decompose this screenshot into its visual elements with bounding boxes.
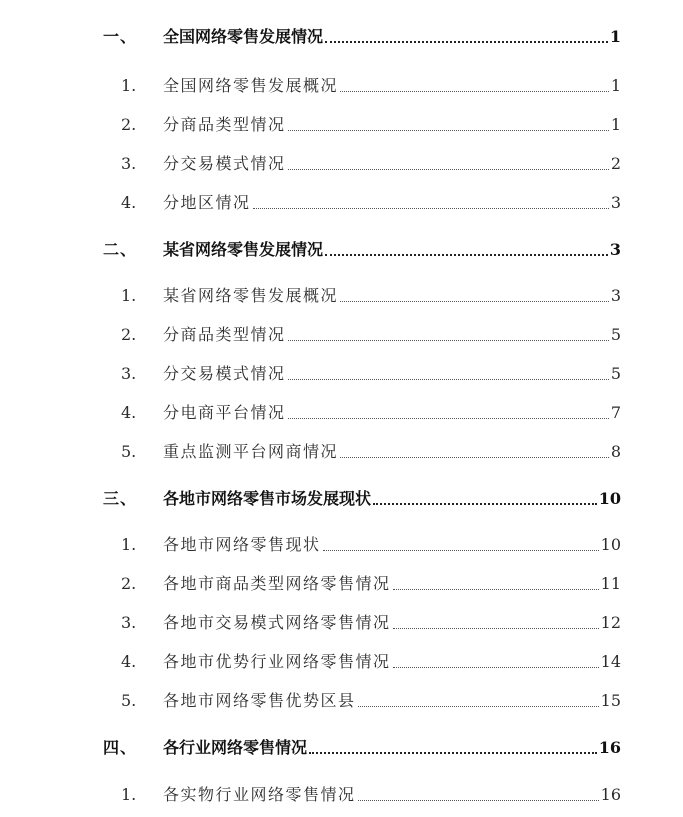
dot-leader bbox=[340, 457, 609, 458]
toc-entry-title: 各地市网络零售现状 bbox=[163, 535, 321, 554]
toc-entry-page: 3 bbox=[610, 193, 621, 212]
toc-entry-title: 分商品类型情况 bbox=[163, 115, 286, 134]
toc-entry-number: 3. bbox=[121, 613, 137, 632]
dot-leader bbox=[340, 301, 609, 302]
toc-entry-page: 15 bbox=[600, 691, 621, 710]
toc-entry-page: 5 bbox=[610, 325, 621, 344]
toc-entry-number: 1. bbox=[121, 76, 137, 95]
toc-entry-page: 3 bbox=[609, 240, 621, 259]
toc-entry-l2[interactable] bbox=[0, 110, 683, 136]
toc-entry-number: 一、 bbox=[103, 27, 138, 46]
toc-entry-number: 四、 bbox=[103, 738, 138, 757]
toc-entry-page: 14 bbox=[600, 652, 621, 671]
toc-entry-l2[interactable] bbox=[0, 359, 683, 385]
dot-leader bbox=[358, 706, 599, 707]
dot-leader bbox=[393, 628, 599, 629]
toc-entry-number: 二、 bbox=[103, 240, 138, 259]
toc-entry-title: 重点监测平台网商情况 bbox=[163, 442, 339, 461]
dot-leader bbox=[309, 752, 597, 754]
dot-leader bbox=[288, 379, 609, 380]
toc-entry-title: 各地市网络零售优势区县 bbox=[163, 691, 356, 710]
toc-entry-title: 分地区情况 bbox=[163, 193, 251, 212]
toc-entry-number: 1. bbox=[121, 785, 137, 804]
toc-entry-l1[interactable] bbox=[0, 235, 683, 261]
toc-entry-number: 4. bbox=[121, 193, 137, 212]
toc-entry-number: 5. bbox=[121, 442, 137, 461]
toc-entry-number: 5. bbox=[121, 691, 137, 710]
toc-entry-number: 1. bbox=[121, 535, 137, 554]
dot-leader bbox=[253, 208, 609, 209]
toc-entry-l1[interactable] bbox=[0, 22, 683, 48]
toc-entry-page: 1 bbox=[609, 27, 621, 46]
toc-entry-l2[interactable] bbox=[0, 608, 683, 634]
dot-leader bbox=[340, 91, 609, 92]
toc-entry-l2[interactable] bbox=[0, 71, 683, 97]
toc-entry-page: 7 bbox=[610, 403, 621, 422]
toc-entry-title: 分商品类型情况 bbox=[163, 325, 286, 344]
toc-entry-page: 3 bbox=[610, 286, 621, 305]
toc-entry-number: 1. bbox=[121, 286, 137, 305]
toc-entry-page: 16 bbox=[600, 785, 621, 804]
toc-entry-number: 3. bbox=[121, 364, 137, 383]
toc-entry-page: 8 bbox=[610, 442, 621, 461]
toc-entry-title: 某省网络零售发展概况 bbox=[163, 286, 339, 305]
dot-leader bbox=[323, 550, 599, 551]
toc-entry-title: 各地市网络零售市场发展现状 bbox=[163, 489, 372, 508]
toc-entry-page: 11 bbox=[600, 574, 621, 593]
toc-entry-l2[interactable] bbox=[0, 780, 683, 806]
toc-entry-l2[interactable] bbox=[0, 188, 683, 214]
toc-entry-l1[interactable] bbox=[0, 484, 683, 510]
toc-entry-number: 4. bbox=[121, 652, 137, 671]
toc-entry-title: 各地市商品类型网络零售情况 bbox=[163, 574, 391, 593]
toc-entry-page: 10 bbox=[600, 535, 621, 554]
toc-entry-title: 各地市交易模式网络零售情况 bbox=[163, 613, 391, 632]
toc-entry-page: 10 bbox=[598, 489, 621, 508]
dot-leader bbox=[393, 667, 599, 668]
toc-entry-l1[interactable] bbox=[0, 733, 683, 759]
toc-entry-page: 5 bbox=[610, 364, 621, 383]
toc-entry-l2[interactable] bbox=[0, 281, 683, 307]
dot-leader bbox=[288, 340, 609, 341]
toc-entry-page: 2 bbox=[610, 154, 621, 173]
toc-entry-l2[interactable] bbox=[0, 320, 683, 346]
dot-leader bbox=[325, 41, 608, 43]
toc-entry-number: 三、 bbox=[103, 489, 138, 508]
toc-entry-l2[interactable] bbox=[0, 149, 683, 175]
toc-entry-title: 各地市优势行业网络零售情况 bbox=[163, 652, 391, 671]
toc-entry-title: 全国网络零售发展概况 bbox=[163, 76, 339, 95]
dot-leader bbox=[358, 800, 599, 801]
toc-entry-page: 16 bbox=[598, 738, 621, 757]
toc-entry-title: 各实物行业网络零售情况 bbox=[163, 785, 356, 804]
toc-entry-page: 12 bbox=[600, 613, 621, 632]
toc-entry-number: 2. bbox=[121, 574, 137, 593]
toc-entry-title: 各行业网络零售情况 bbox=[163, 738, 308, 757]
toc-entry-l2[interactable] bbox=[0, 686, 683, 712]
dot-leader bbox=[325, 254, 608, 256]
toc-entry-l2[interactable] bbox=[0, 569, 683, 595]
toc-entry-title: 全国网络零售发展情况 bbox=[163, 27, 324, 46]
toc-entry-title: 分交易模式情况 bbox=[163, 154, 286, 173]
toc-entry-title: 某省网络零售发展情况 bbox=[163, 240, 324, 259]
toc-entry-l2[interactable] bbox=[0, 647, 683, 673]
toc-entry-page: 1 bbox=[610, 115, 621, 134]
toc-entry-page: 1 bbox=[610, 76, 621, 95]
toc-entry-l2[interactable] bbox=[0, 398, 683, 424]
toc-entry-title: 分电商平台情况 bbox=[163, 403, 286, 422]
dot-leader bbox=[393, 589, 599, 590]
dot-leader bbox=[288, 130, 609, 131]
dot-leader bbox=[288, 418, 609, 419]
toc-entry-l2[interactable] bbox=[0, 530, 683, 556]
toc-entry-number: 4. bbox=[121, 403, 137, 422]
dot-leader bbox=[288, 169, 609, 170]
toc-entry-title: 分交易模式情况 bbox=[163, 364, 286, 383]
toc-entry-l2[interactable] bbox=[0, 437, 683, 463]
dot-leader bbox=[373, 503, 597, 505]
toc-entry-number: 3. bbox=[121, 154, 137, 173]
toc-entry-number: 2. bbox=[121, 115, 137, 134]
toc-entry-number: 2. bbox=[121, 325, 137, 344]
